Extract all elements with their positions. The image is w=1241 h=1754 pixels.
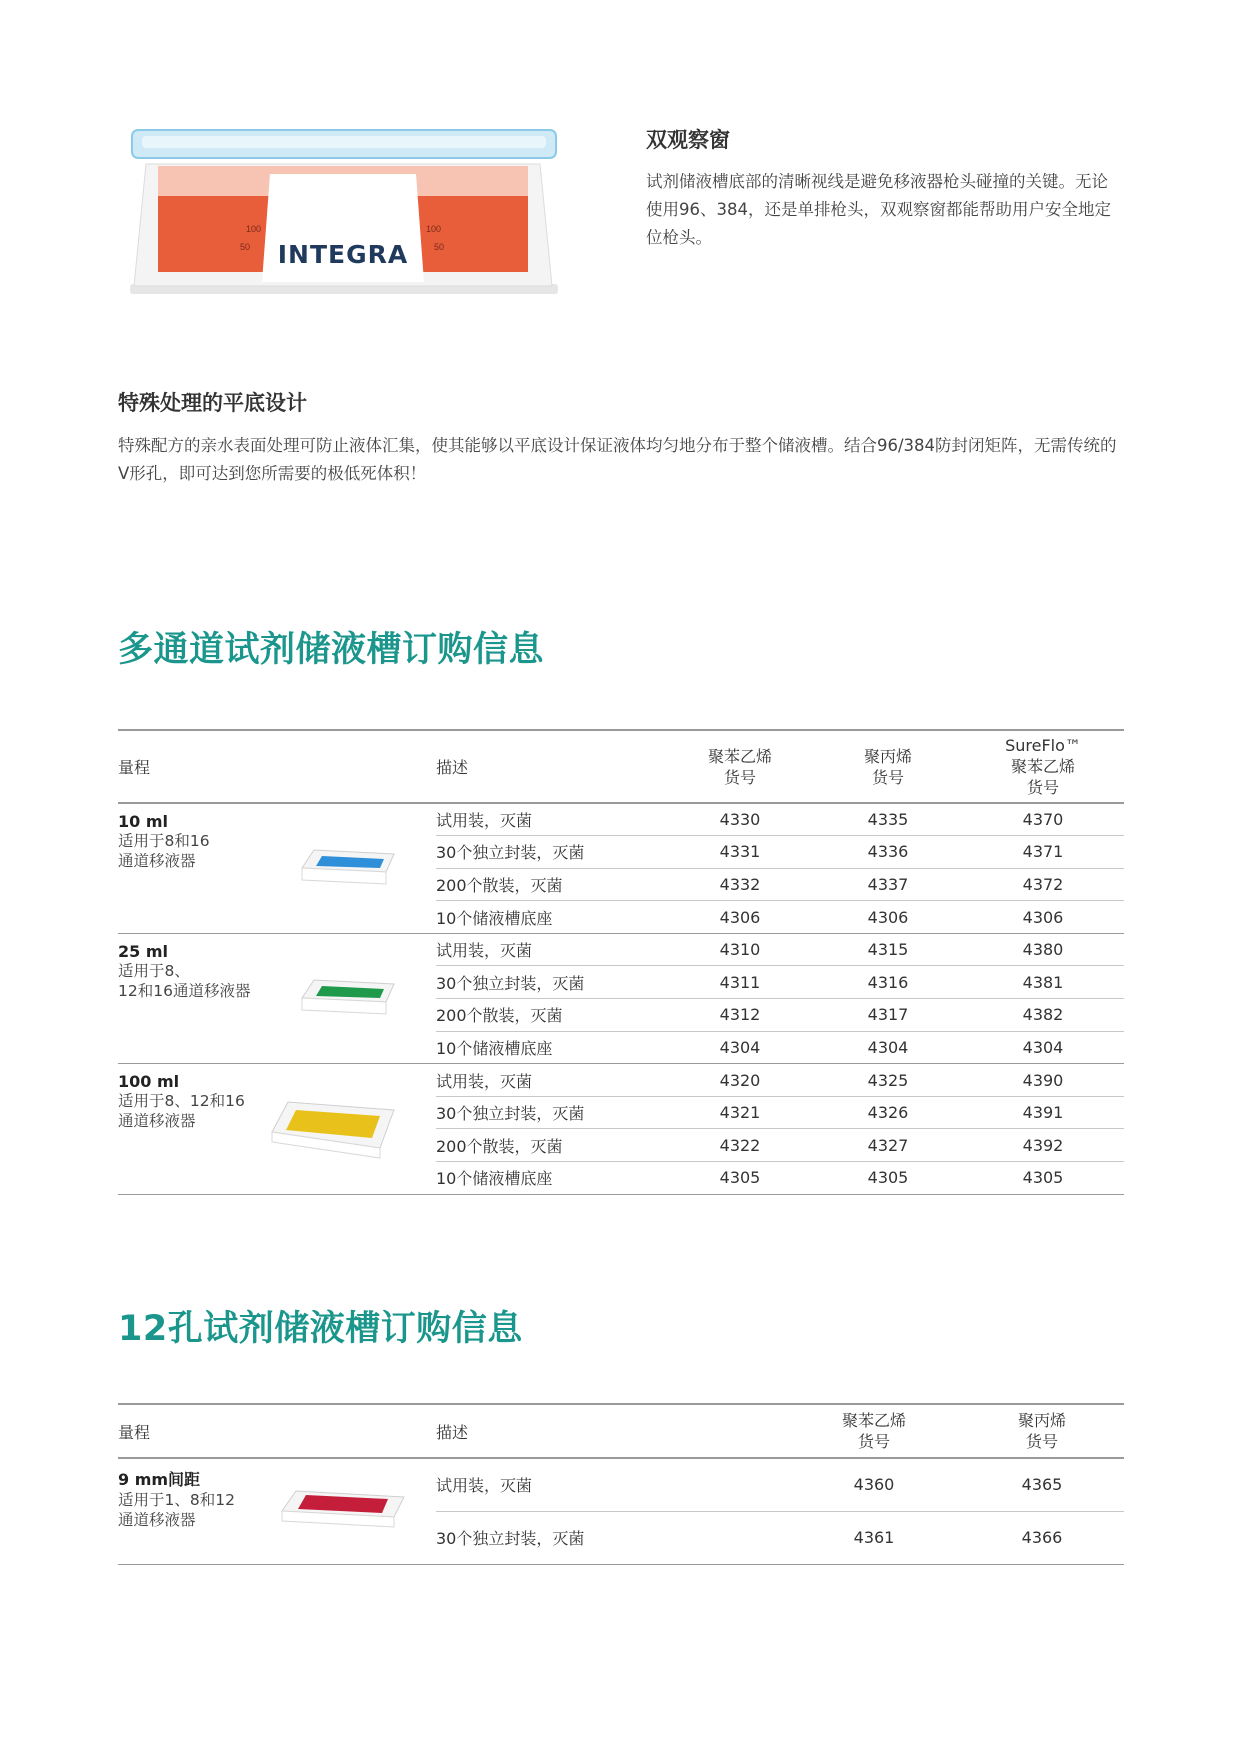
catalog-number-cell: 4325 <box>867 1070 909 1090</box>
header-volume: 量程 <box>118 758 151 777</box>
hero-scale-mark: 100 <box>426 224 442 234</box>
catalog-number-cell: 4381 <box>1022 972 1064 992</box>
header-ps-catalog: 聚苯乙烯 货号 <box>707 746 772 787</box>
catalog-number-cell: 4335 <box>867 810 909 830</box>
catalog-number-cell: 4304 <box>1022 1037 1064 1057</box>
catalog-number-cell: 4316 <box>867 972 909 992</box>
catalog-number-cell: 4317 <box>867 1005 909 1025</box>
catalog-number-cell: 4306 <box>867 907 909 927</box>
catalog-number-cell: 4312 <box>719 1005 761 1025</box>
catalog-number-cell: 4332 <box>719 874 761 894</box>
table-row <box>118 1064 1124 1097</box>
hero-scale-mark: 50 <box>434 242 445 252</box>
catalog-number-cell: 4392 <box>1022 1135 1064 1155</box>
catalog-number-cell: 4306 <box>719 907 761 927</box>
table-header-row <box>118 730 1124 803</box>
catalog-number-cell: 4360 <box>853 1475 895 1495</box>
catalog-number-cell: 4305 <box>1022 1168 1064 1188</box>
catalog-number-cell: 4370 <box>1022 810 1064 830</box>
description-cell: 试用装，灭菌 <box>436 1071 533 1091</box>
catalog-number-cell: 4321 <box>719 1103 761 1123</box>
header-pp-catalog: 聚丙烯 货号 <box>1017 1411 1066 1451</box>
catalog-number-cell: 4304 <box>719 1037 761 1057</box>
hero-scale-mark: 50 <box>240 242 251 252</box>
catalog-number-cell: 4331 <box>719 842 761 862</box>
description-cell: 10个储液槽底座 <box>436 1038 553 1058</box>
description-cell: 30个独立封装，灭菌 <box>436 973 585 993</box>
catalog-number-cell: 4372 <box>1022 874 1064 894</box>
compatibility-note: 适用于8、 12和16通道移液器 <box>118 961 251 1000</box>
catalog-number-cell: 4382 <box>1022 1005 1064 1025</box>
catalog-number-cell: 4320 <box>719 1070 761 1090</box>
compatibility-note: 适用于1、8和12 通道移液器 <box>118 1491 235 1529</box>
hero-brand-logo: INTEGRA <box>277 240 409 269</box>
description-cell: 10个储液槽底座 <box>436 908 553 928</box>
table-row <box>118 933 1124 966</box>
table-row <box>118 1458 1124 1511</box>
volume-label: 10 ml <box>118 812 168 831</box>
table-row <box>118 803 1124 836</box>
reservoir-product-image <box>298 840 398 888</box>
catalog-number-cell: 4371 <box>1022 842 1064 862</box>
window-text: 试剂储液槽底部的清晰视线是避免移液器枪头碰撞的关键。无论使用96、384，还是单排枪头，双观察窗都能帮助用户安全地定位枪头。 <box>646 172 1111 247</box>
flat-bottom-title: 特殊处理的平底设计 <box>118 391 307 415</box>
catalog-number-cell: 4330 <box>719 810 761 830</box>
multi-channel-title: 多通道试剂储液槽订购信息 <box>118 630 545 670</box>
catalog-number-cell: 4337 <box>867 874 909 894</box>
hero-scale-mark: 100 <box>246 224 262 234</box>
catalog-number-cell: 4315 <box>867 940 909 960</box>
catalog-number-cell: 4390 <box>1022 1070 1064 1090</box>
catalog-number-cell: 4310 <box>719 940 761 960</box>
product-image-wrap <box>298 840 398 892</box>
description-cell: 200个散装，灭菌 <box>436 1136 563 1156</box>
description-cell: 10个储液槽底座 <box>436 1169 553 1189</box>
description-cell: 试用装，灭菌 <box>436 941 533 961</box>
volume-cell <box>118 1064 436 1194</box>
description-cell: 试用装，灭菌 <box>436 1476 533 1496</box>
compatibility-note: 适用于8、12和16 通道移液器 <box>118 1092 245 1131</box>
product-image-wrap <box>278 1481 408 1535</box>
catalog-number-cell: 4365 <box>1021 1475 1063 1495</box>
catalog-number-cell: 4305 <box>867 1168 909 1188</box>
catalog-number-cell: 4322 <box>719 1135 761 1155</box>
description-cell: 200个散装，灭菌 <box>436 1006 563 1026</box>
catalog-number-cell: 4391 <box>1022 1103 1064 1123</box>
twelve-column-order-table <box>118 1403 1124 1565</box>
header-ps-catalog: 聚苯乙烯 货号 <box>841 1411 906 1451</box>
volume-cell <box>118 933 436 1063</box>
catalog-number-cell: 4361 <box>853 1528 895 1547</box>
table-header-row <box>118 1404 1124 1458</box>
window-title: 双观察窗 <box>646 128 730 152</box>
catalog-number-cell: 4311 <box>719 972 761 992</box>
catalog-number-cell: 4306 <box>1022 907 1064 927</box>
reservoir-product-image <box>278 1481 408 1531</box>
product-image-wrap <box>268 1082 398 1166</box>
twelve-column-title: 12孔试剂储液槽订购信息 <box>118 1309 523 1349</box>
catalog-number-cell: 4380 <box>1022 940 1064 960</box>
header-description: 描述 <box>436 758 469 777</box>
header-description: 描述 <box>436 1422 469 1442</box>
multi-channel-order-table <box>118 729 1124 1195</box>
volume-cell <box>118 803 436 933</box>
description-cell: 试用装，灭菌 <box>436 811 533 831</box>
volume-label: 100 ml <box>118 1072 180 1092</box>
catalog-number-cell: 4366 <box>1021 1528 1063 1547</box>
flat-bottom-text: 特殊配方的亲水表面处理可防止液体汇集，使其能够以平底设计保证液体均匀地分布于整个储液槽。结合96/384防封闭矩阵，无需传统的V形孔，即可达到您所需要的极低死体积！ <box>118 436 1117 483</box>
reservoir-product-image <box>298 970 398 1018</box>
description-cell: 30个独立封装，灭菌 <box>436 1529 585 1548</box>
volume-label: 9 mm间距 <box>118 1470 201 1489</box>
reservoir-hero-image <box>128 126 560 298</box>
compatibility-note: 适用于8和16 通道移液器 <box>118 832 210 870</box>
catalog-number-cell: 4326 <box>867 1103 909 1123</box>
volume-cell <box>118 1458 436 1564</box>
header-sureflo-catalog: SureFlo™ 聚苯乙烯 货号 <box>1005 736 1081 797</box>
reservoir-product-image <box>268 1082 398 1162</box>
catalog-number-cell: 4304 <box>867 1037 909 1057</box>
catalog-number-cell: 4336 <box>867 842 909 862</box>
description-cell: 30个独立封装，灭菌 <box>436 1104 585 1124</box>
header-pp-catalog: 聚丙烯 货号 <box>863 746 912 787</box>
description-cell: 30个独立封装，灭菌 <box>436 843 585 863</box>
product-image-wrap <box>298 970 398 1022</box>
catalog-number-cell: 4305 <box>719 1168 761 1188</box>
catalog-number-cell: 4327 <box>867 1135 909 1155</box>
volume-label: 25 ml <box>118 941 168 961</box>
description-cell: 200个散装，灭菌 <box>436 875 563 895</box>
header-volume: 量程 <box>118 1422 151 1442</box>
